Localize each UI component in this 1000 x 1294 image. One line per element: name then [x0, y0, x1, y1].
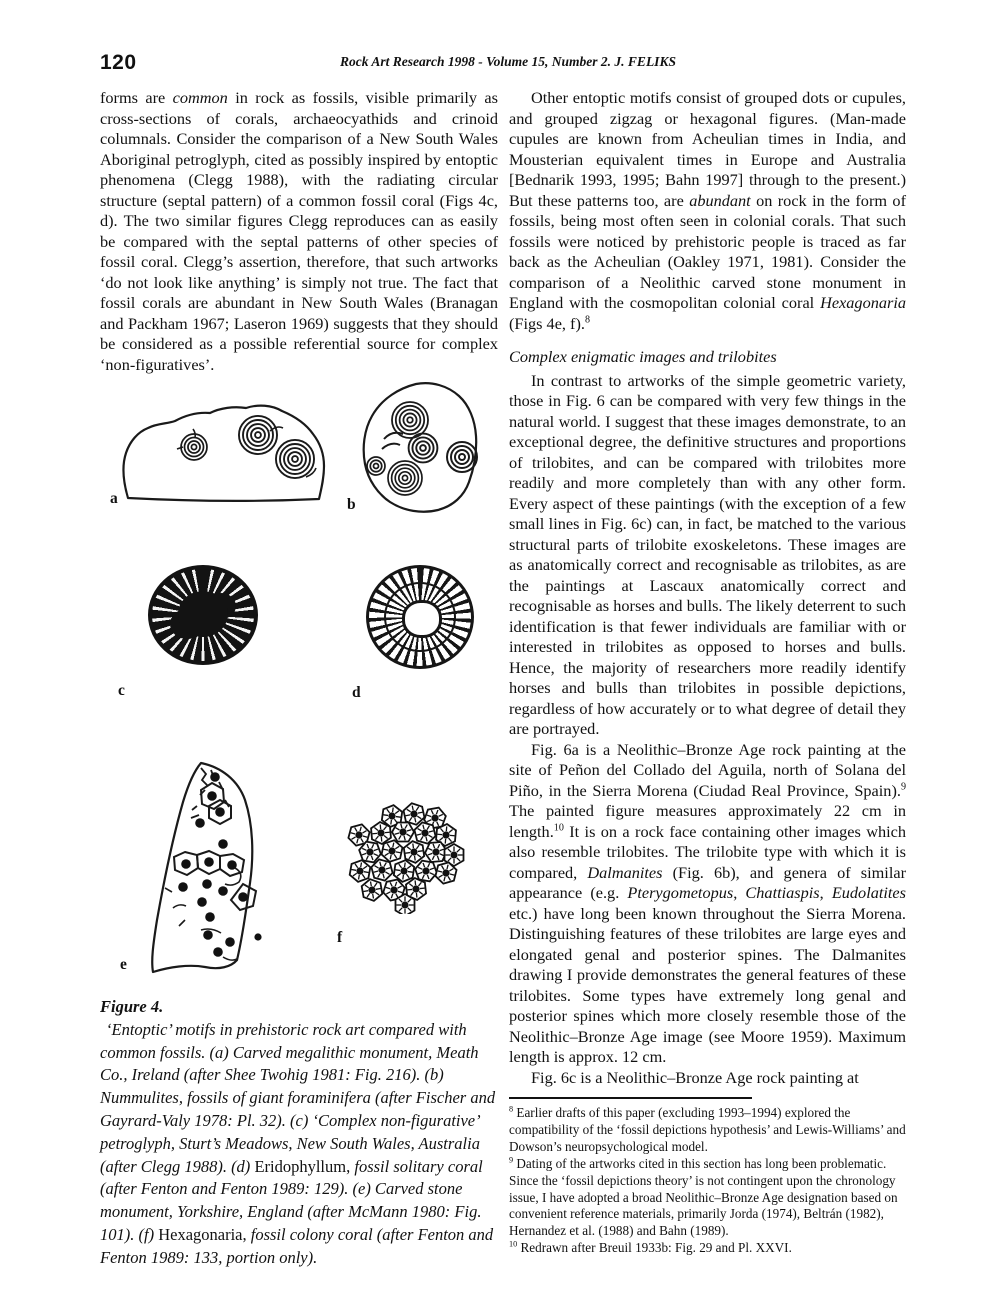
figure4f-hexagonaria-drawing — [340, 802, 468, 914]
page-number: 120 — [100, 51, 137, 74]
footnote-10: $^{10}$ Redrawn after Breuil 1933b: Fig. 29 and Pl. XXVI. — [509, 1239, 792, 1256]
figure4-block — [100, 387, 498, 992]
footnote-9: $^9$ Dating of the artworks cited in this section has long been problematic. Since the ‘fossil depictions theory’ is not contingent upon the chronology issue, I have adopted a broad Neolithic–Bronze Age designation based on convenient reference materials, primarily Jorda (1974), Beltrán (1982), Hernandez et al. (1988) and Bahn (1989). — [509, 1155, 898, 1239]
figure4b-nummulites-drawing — [356, 379, 484, 517]
body-paragraph: Fig. 6a is a Neolithic–Bronze Age rock painting at the site of Peñon del Collado del Aguila, north of Solana del Piño, in the Sierra Morena (Ciudad Real Province, Spain).$^9$ The painted figure measures approximately 22 cm in length.$^{10}$ It is on a rock face containing other images which also resemble trilobites. The trilobite type with which it is compared, Dalmanites (Fig. 6b), and genera of similar appearance (e.g. Pterygometopus, Chattiaspis, Eudolatites etc.) have long been known throughout the Sierra Morena. Distinguishing features of these trilobites are large eyes and elongated genal and posterior spines. The Dalmanites drawing I provide demonstrates the general features of these trilobites. Some types have extremely long genal and posterior spines which more closely resemble those of the Neolithic–Bronze Age image (see Moore 1959). Maximum length is approx. 12 cm. — [509, 739, 907, 1066]
body-paragraph: Fig. 6c is a Neolithic–Bronze Age rock painting at — [531, 1067, 859, 1087]
footnotes — [509, 1105, 906, 1257]
right-column — [509, 88, 906, 1257]
left-column — [100, 88, 498, 1270]
figure-label-c: c — [118, 682, 125, 699]
body-paragraph: In contrast to artworks of the simple geometric variety, those in Fig. 6 can be compared with very few things in the natural world. I suggest that these images demonstrate, to an exceptional degree, the definitive structures and proportions of trilobites, and can be compared with trilobites more readily and more completely than with any other form. Every aspect of these paintings (with the exception of a few small lines in Fig. 6c) can, in fact, be matched to the various structural parts of trilobite exoskeletons. These images are as anatomically correct and recognisable as trilobites, as are the paintings at Lascaux anatomically correct and recognisable as horses and bulls. The likely deterrent to such identification is that fewer individuals are familiar with or interested in trilobites as opposed to horses and bulls. Hence, the majority of researchers more readily identify horses and bulls than trilobites in possible depictions, regardless of how accurately or to what degree of detail they are portrayed. — [509, 370, 906, 738]
figure4c-petroglyph-drawing — [148, 565, 258, 665]
running-head: Rock Art Research 1998 - Volume 15, Number 2. J. FELIKS — [340, 54, 676, 69]
figure4d-eridophyllum-drawing — [366, 565, 474, 669]
figure-label-b: b — [347, 496, 356, 513]
body-paragraph: Other entoptic motifs consist of grouped dots or cupules, and grouped zigzag or hexagonal figures. (Man-made cupules are known from Acheulian times in India, and Mousterian equivalent times in Europe and Australia [Bednarik 1993, 1995; Bahn 1997] through to the present.) But these patterns too, are abundant on rock in the form of fossils, being most often seen in colonial corals. That such fossils were noticed by prehistoric people is traced as far back as the Acheulian (Oakley 1971, 1981). Consider the comparison of a Neolithic carved stone monument in England with the cosmopolitan colonial coral Hexagonaria (Figs 4e, f).$^8$ — [509, 88, 906, 333]
section-heading: Complex enigmatic images and trilobites — [509, 347, 777, 366]
figure-label-d: d — [352, 684, 361, 701]
figure-label-f: f — [337, 929, 343, 946]
figure-label-e: e — [120, 956, 127, 973]
page-header — [100, 50, 916, 78]
figure4d-center-hole — [402, 600, 442, 638]
figure4a-spiral-rock-drawing — [110, 395, 338, 507]
figure-label-a: a — [110, 490, 118, 507]
footnote-rule — [509, 1097, 752, 1099]
figure4-caption-title: Figure 4. — [100, 997, 164, 1016]
figure4e-carved-stone-drawing — [145, 760, 270, 975]
footnote-8: $^8$ Earlier drafts of this paper (excluding 1993–1994) explored the compatibility of the ‘fossil depictions hypothesis’ and Lewis-Williams’ and Dowson’s neuropsychological model. — [509, 1104, 906, 1154]
body-paragraph: forms are common in rock as fossils, visible primarily as cross-sections of corals, archaeocyathids and crinoid columnals. Consider the comparison of a New South Wales Aboriginal petroglyph, cited as possibly inspired by entoptic phenomena (Clegg 1988), with the radiating circular structure (septal pattern) of a common fossil coral (Figs 4c, d). The two similar figures Clegg reproduces can as easily be compared with the septal patterns of other species of fossil coral. Clegg’s assertion, therefore, that such artworks ‘do not look like anything’ is simply not true. The fact that fossil corals are abundant in New South Wales (Branagan and Packham 1967; Laseron 1969) suggests that they should be considered as a possible referential source for complex ‘non-figuratives’. — [100, 88, 498, 374]
figure4-caption — [100, 996, 498, 1270]
figure4-caption-body: ‘Entoptic’ motifs in prehistoric rock art compared with common fossils. (a) Carved megalithic monument, Meath Co., Ireland (after Shee Twohig 1981: Fig. 216). (b) Nummulites, fossils of giant foraminifera (after Fischer and Gayrard-Valy 1978: Pl. 32). (c) ‘Complex non-figurative’ petroglyph, Sturt’s Meadows, New South Wales, Australia (after Clegg 1988). (d) Eridophyllum, fossil solitary coral (after Fenton and Fenton 1989: 129). (e) Carved stone monument, Yorkshire, England (after McMann 1980: Fig. 101). (f) Hexagonaria, fossil colony coral (after Fenton and Fenton 1989: 133, portion only). — [100, 1019, 496, 1267]
